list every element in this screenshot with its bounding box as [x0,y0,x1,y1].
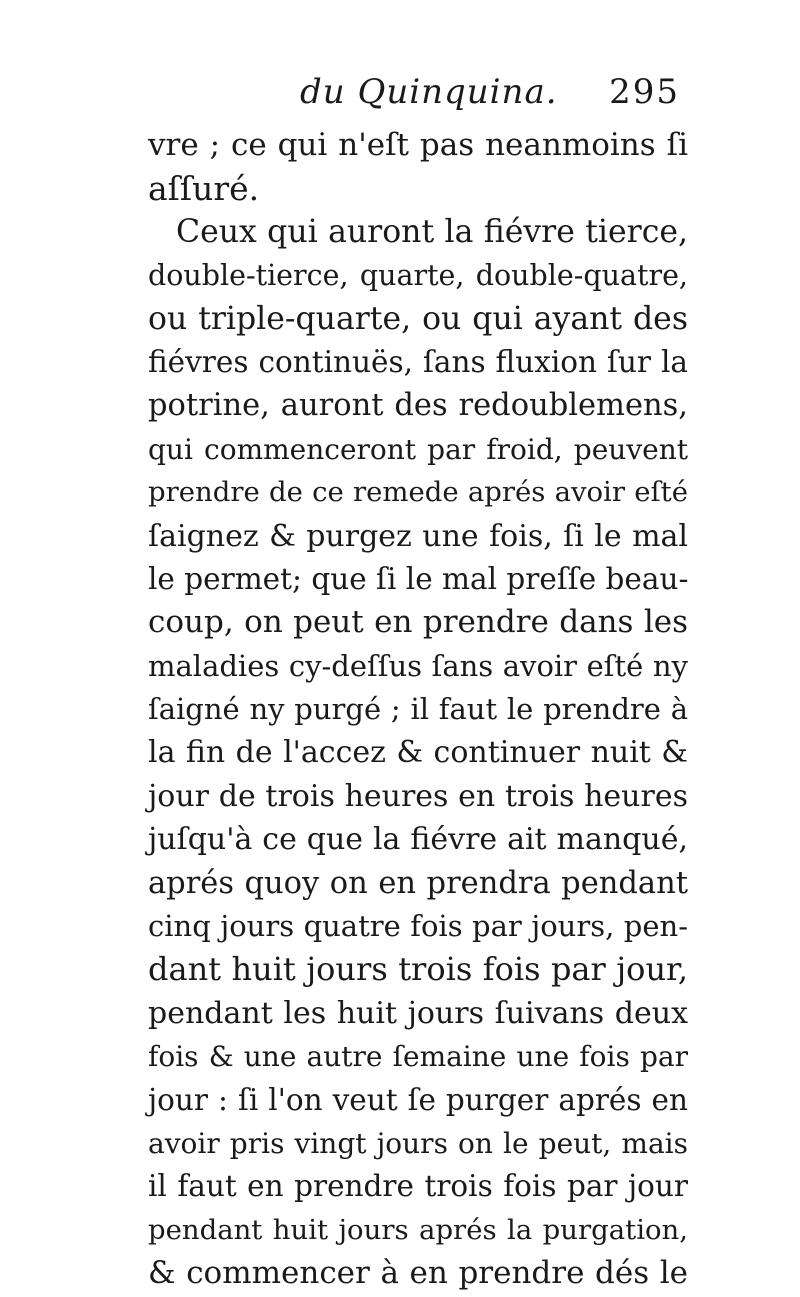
text-line: ou triple-quarte, ou qui ayant des [148,300,688,337]
text-line: jour de trois heures en trois heures [148,778,688,814]
running-head [150,72,680,122]
text-line: potrine, auront des redoublemens, [148,388,688,424]
text-line: avoir pris vingt jours on le peut, mais [148,1126,688,1160]
text-line-paragraph-start: Ceux qui auront la fiévre tierce, [176,213,688,250]
text-line: il faut en prendre trois fois par jour [148,1169,688,1204]
text-line: prendre de ce remede aprés avoir eſté [148,476,688,509]
text-line: double-tierce, quarte, double-quatre, [148,259,688,293]
text-line: fois & une autre ſemaine une fois par [148,1040,688,1074]
running-title: du Quinquina. [300,72,558,112]
text-line: aprés quoy on en prendra pendant [148,865,688,901]
text-line: pendant huit jours aprés la purgation, [148,1213,688,1246]
text-line: maladies cy-deſſus ſans avoir eſté ny [148,648,688,683]
text-line: vre ; ce qui n'eſt pas neanmoins ſi [148,127,688,163]
page-number: 295 [609,72,680,112]
text-line: ſaigné ny purgé ; il faut le prendre à [148,692,688,727]
text-line: aſſuré. [148,169,260,209]
body-text [148,124,688,1296]
text-line: cinq jours quatre fois par jours, pen- [148,909,688,944]
text-line: pendant les huit jours ſuivans deux [148,995,688,1031]
text-line: fiévres continuës, ſans fluxion ſur la [148,344,688,379]
text-line: jour : ſi l'on veut ſe purger aprés en [148,1082,688,1117]
text-line: ſaignez & purgez une fois, ſi le mal [148,518,688,554]
text-line: dant huit jours trois fois par jour, [148,950,688,989]
text-line: la fin de l'accez & continuer nuit & [148,735,688,771]
text-line: coup, on peut en prendre dans les [148,604,688,641]
text-line: juſqu'à ce que la fiévre ait manqué, [148,822,688,858]
text-line: le permet; que ſi le mal preſſe beau- [148,561,689,596]
text-line: qui commenceront par froid, peuvent [148,432,688,466]
text-line: & commencer à en prendre dés le [148,1255,688,1292]
